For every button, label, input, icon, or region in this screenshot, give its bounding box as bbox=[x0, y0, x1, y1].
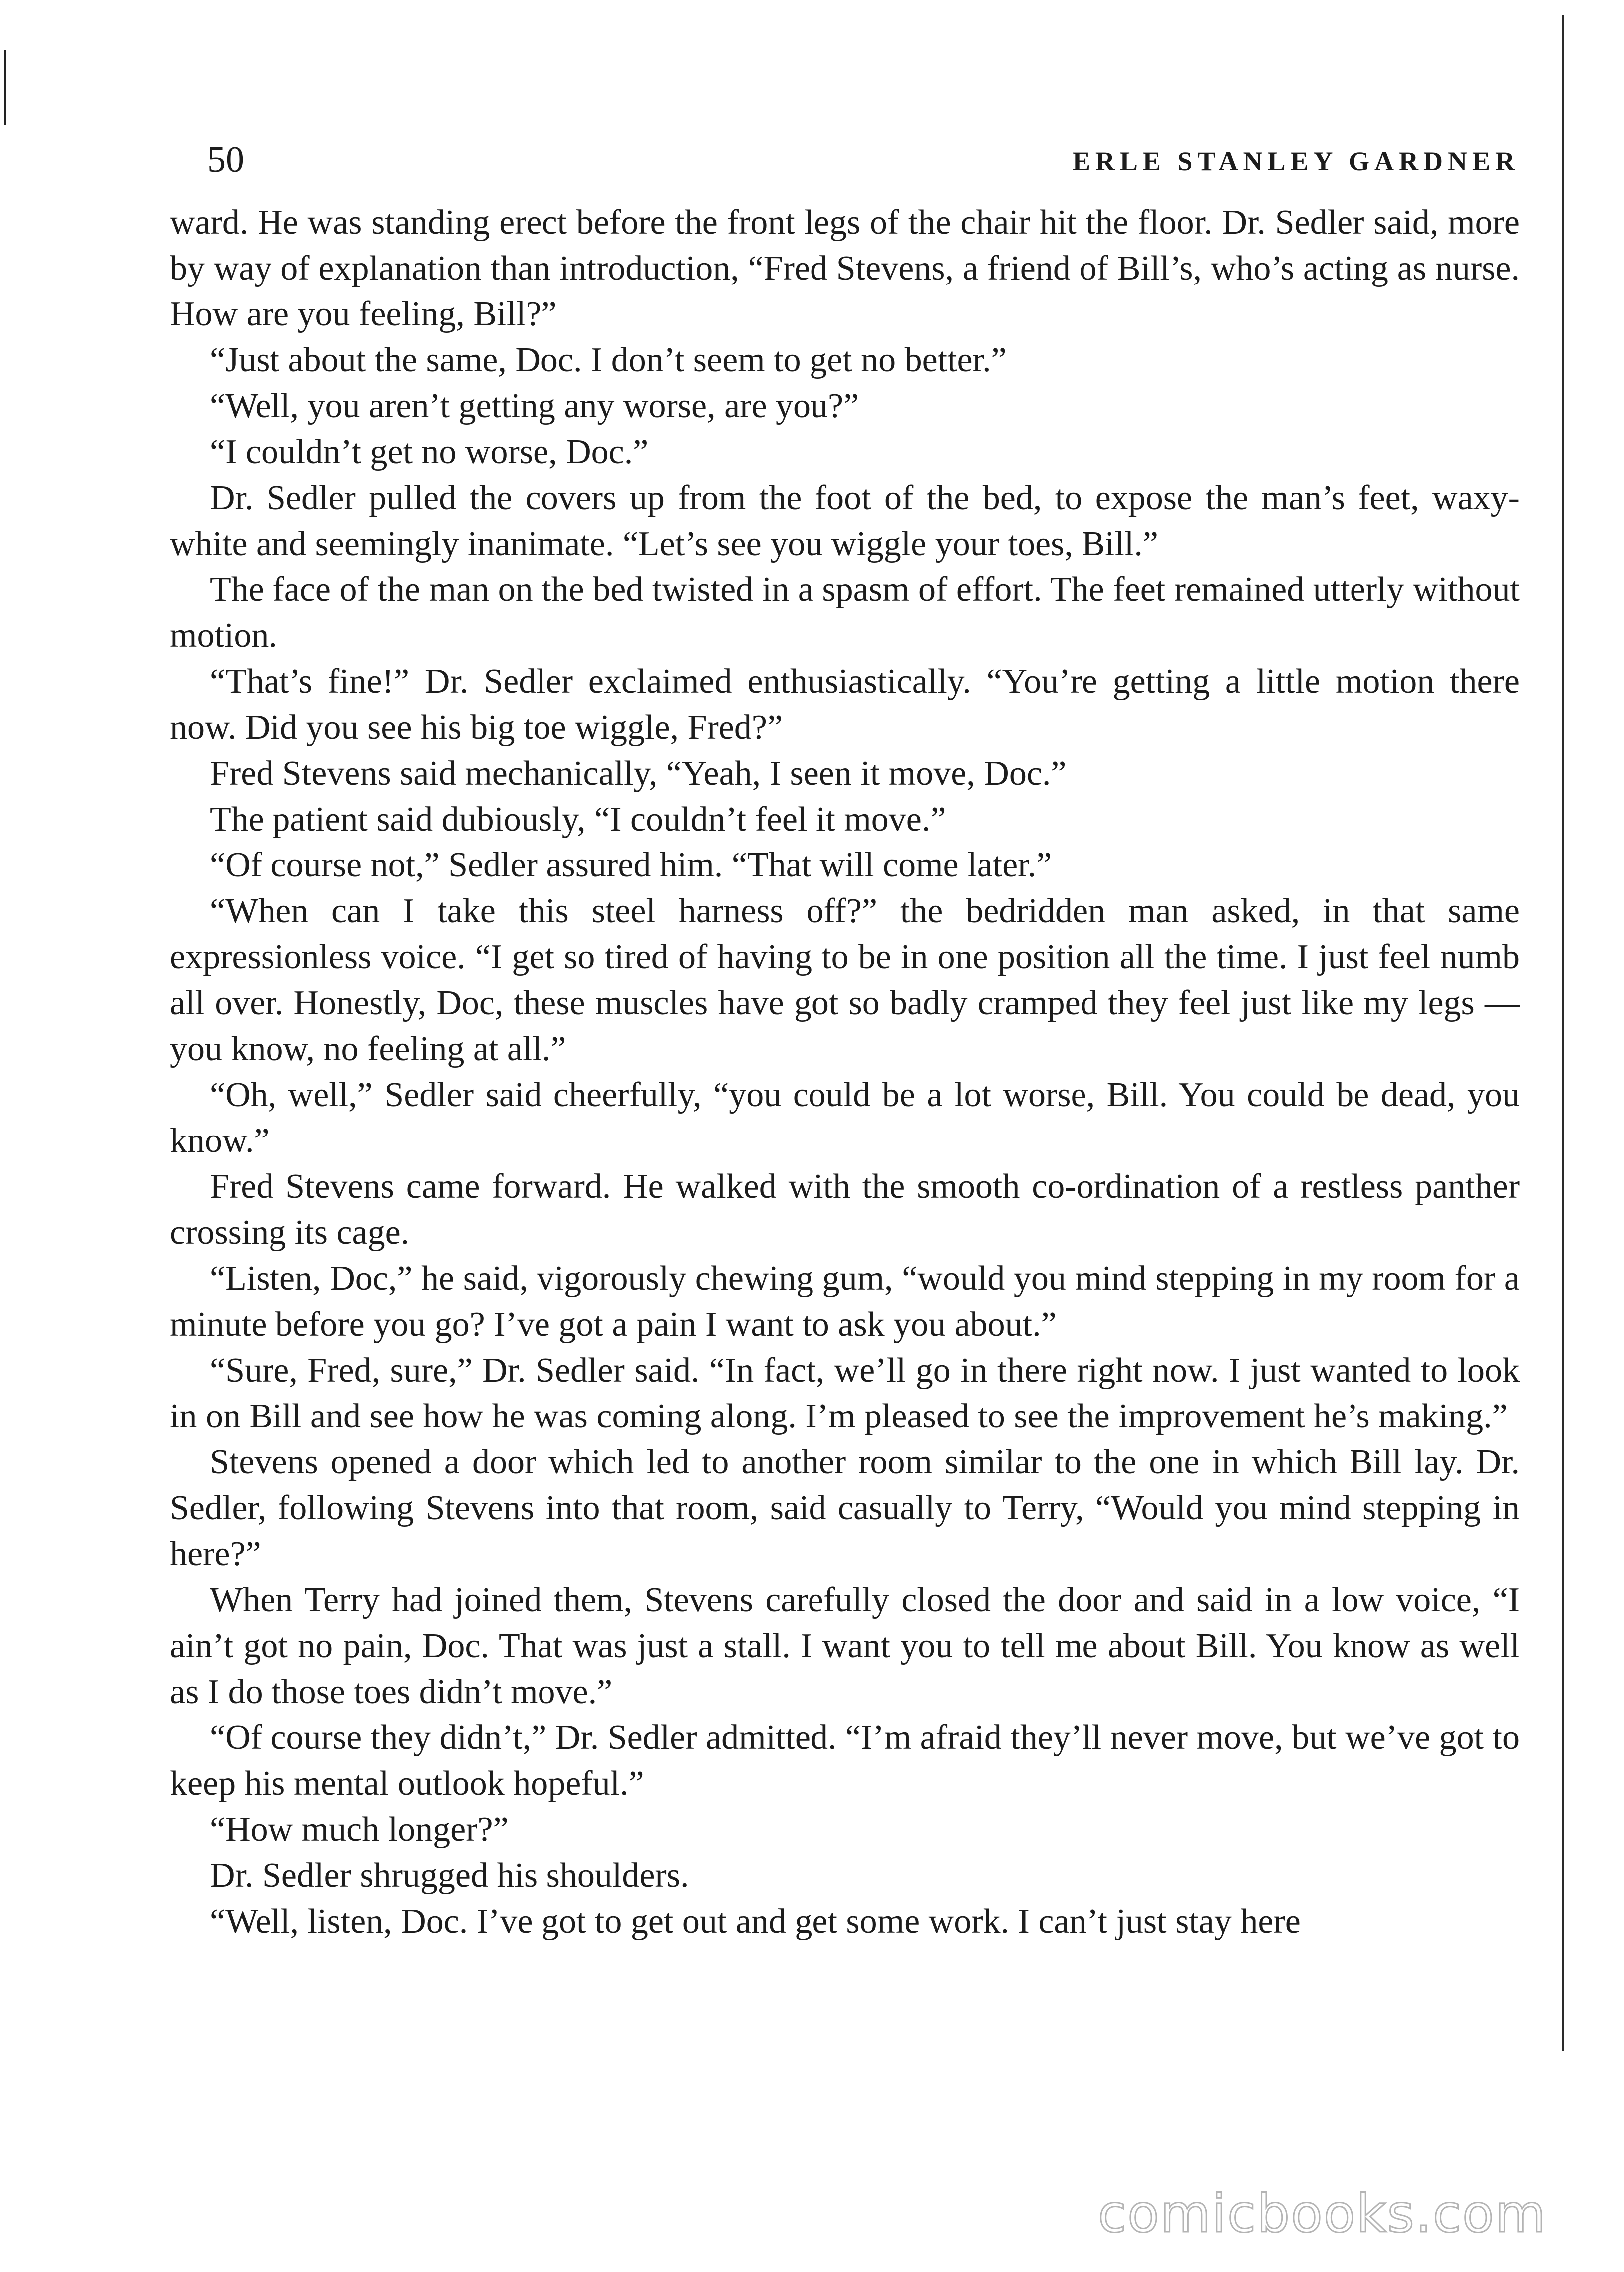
watermark: comicbooks.com bbox=[1097, 2183, 1547, 2244]
paragraph: “How much longer?” bbox=[210, 1810, 509, 1849]
paragraph: “Of course they didn’t,” Dr. Sedler admitted. “I’m afraid they’ll never move, but we’ve got to keep his mental outlook hopeful.” bbox=[170, 1718, 1520, 1803]
scan-edge-mark bbox=[4, 50, 6, 125]
paragraph: “Oh, well,” Sedler said cheerfully, “you could be a lot worse, Bill. You could be dead, you know.” bbox=[170, 1076, 1520, 1160]
paragraph: “Listen, Doc,” he said, vigorously chewing gum, “would you mind stepping in my room for a minute before you go? I’ve got a pain I want to ask you about.” bbox=[170, 1259, 1520, 1344]
paragraph: “Just about the same, Doc. I don’t seem to get no better.” bbox=[210, 341, 1007, 379]
paragraph: When Terry had joined them, Stevens carefully closed the door and said in a low voice, “I ain’t got no pain, Doc. That was just a stall. I want you to tell me about Bill. You know as well as I do those toes didn’t move.” bbox=[170, 1581, 1520, 1711]
paragraph: “When can I take this steel harness off?” the bedridden man asked, in that same expressionless voice. “I get so tired of having to be in one position all the time. I just feel numb all over. Honestly, Doc, these muscles have got so badly cramped they feel just like my legs — you know, no feeling at all.” bbox=[170, 892, 1520, 1068]
body-text bbox=[170, 200, 1520, 1945]
paragraph: “Sure, Fred, sure,” Dr. Sedler said. “In fact, we’ll go in there right now. I just wanted to look in on Bill and see how he was coming along. I’m pleased to see the improvement he’s making.” bbox=[170, 1351, 1520, 1435]
paragraph: The patient said dubiously, “I couldn’t feel it move.” bbox=[210, 800, 946, 839]
paragraph: Dr. Sedler pulled the covers up from the foot of the bed, to expose the man’s feet, waxy-white and seemingly inanimate. “Let’s see you wiggle your toes, Bill.” bbox=[170, 479, 1520, 563]
paragraph: “Well, you aren’t getting any worse, are you?” bbox=[210, 387, 859, 425]
paragraph: “Well, listen, Doc. I’ve got to get out and get some work. I can’t just stay here bbox=[210, 1902, 1301, 1941]
paragraph: “I couldn’t get no worse, Doc.” bbox=[210, 433, 649, 471]
page-number: 50 bbox=[207, 139, 244, 180]
paragraph: Stevens opened a door which led to another room similar to the one in which Bill lay. Dr. Sedler, following Stevens into that room, said casually to Terry, “Would you mind stepping in here?” bbox=[170, 1443, 1520, 1573]
paragraph: Fred Stevens said mechanically, “Yeah, I seen it move, Doc.” bbox=[210, 754, 1067, 793]
paragraph: ward. He was standing erect before the front legs of the chair hit the floor. Dr. Sedler said, more by way of explanation than introduction, “Fred Stevens, a friend of Bill’s, who’s acting as nurse. How are you feeling, Bill?” bbox=[170, 203, 1520, 333]
running-head: ERLE STANLEY GARDNER bbox=[1072, 146, 1520, 176]
paragraph: “That’s fine!” Dr. Sedler exclaimed enthusiastically. “You’re getting a little motion there now. Did you see his big toe wiggle, Fred?” bbox=[170, 662, 1520, 747]
paragraph: The face of the man on the bed twisted in a spasm of effort. The feet remained utterly without motion. bbox=[170, 570, 1520, 655]
paragraph: “Of course not,” Sedler assured him. “That will come later.” bbox=[210, 846, 1052, 884]
paragraph: Fred Stevens came forward. He walked with the smooth co-ordination of a restless panther crossing its cage. bbox=[170, 1167, 1520, 1252]
page-header bbox=[207, 135, 1520, 190]
paragraph: Dr. Sedler shrugged his shoulders. bbox=[210, 1856, 689, 1895]
page-edge-rule bbox=[1562, 15, 1564, 2051]
